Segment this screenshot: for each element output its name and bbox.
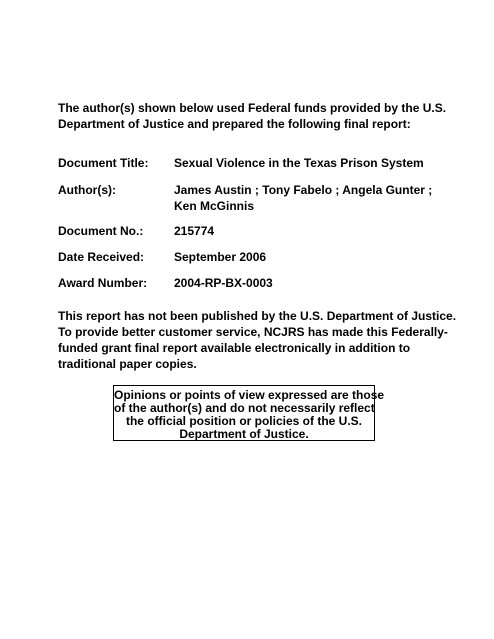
disclaimer-box (113, 385, 385, 441)
date-received-label: Date Received: (58, 250, 145, 264)
notice-line: This report has not been published by the U.S. Department of Justice. (58, 309, 457, 323)
award-number-label: Award Number: (58, 276, 148, 290)
notice-line: traditional paper copies. (58, 357, 197, 371)
notice-line: funded grant final report available electronically in addition to (58, 341, 411, 355)
intro-line: The author(s) shown below used Federal funds provided by the U.S. (58, 101, 447, 115)
disclaimer-line: the official position or policies of the U.S. (125, 414, 362, 428)
document-number-value: 215774 (174, 224, 215, 238)
authors-line: Ken McGinnis (174, 199, 255, 213)
award-number-value: 2004-RP-BX-0003 (174, 276, 273, 290)
document-title-value: Sexual Violence in the Texas Prison System (174, 156, 424, 170)
notice-paragraph (58, 308, 456, 372)
disclaimer-line: of the author(s) and do not necessarily reflect (114, 401, 375, 415)
notice-line: To provide better customer service, NCJRS has made this Federally- (58, 325, 448, 339)
disclaimer-line: Department of Justice. (179, 427, 309, 441)
document-title-label: Document Title: (58, 156, 149, 170)
authors-label: Author(s): (58, 183, 116, 197)
document-number-label: Document No.: (58, 224, 144, 238)
authors-line: James Austin ; Tony Fabelo ; Angela Gunter ; (174, 183, 433, 197)
date-received-value: September 2006 (174, 250, 267, 264)
intro-paragraph (58, 100, 446, 132)
intro-line: Department of Justice and prepared the following final report: (58, 117, 411, 131)
authors-value (174, 182, 432, 214)
disclaimer-line: Opinions or points of view expressed are those (114, 388, 385, 402)
